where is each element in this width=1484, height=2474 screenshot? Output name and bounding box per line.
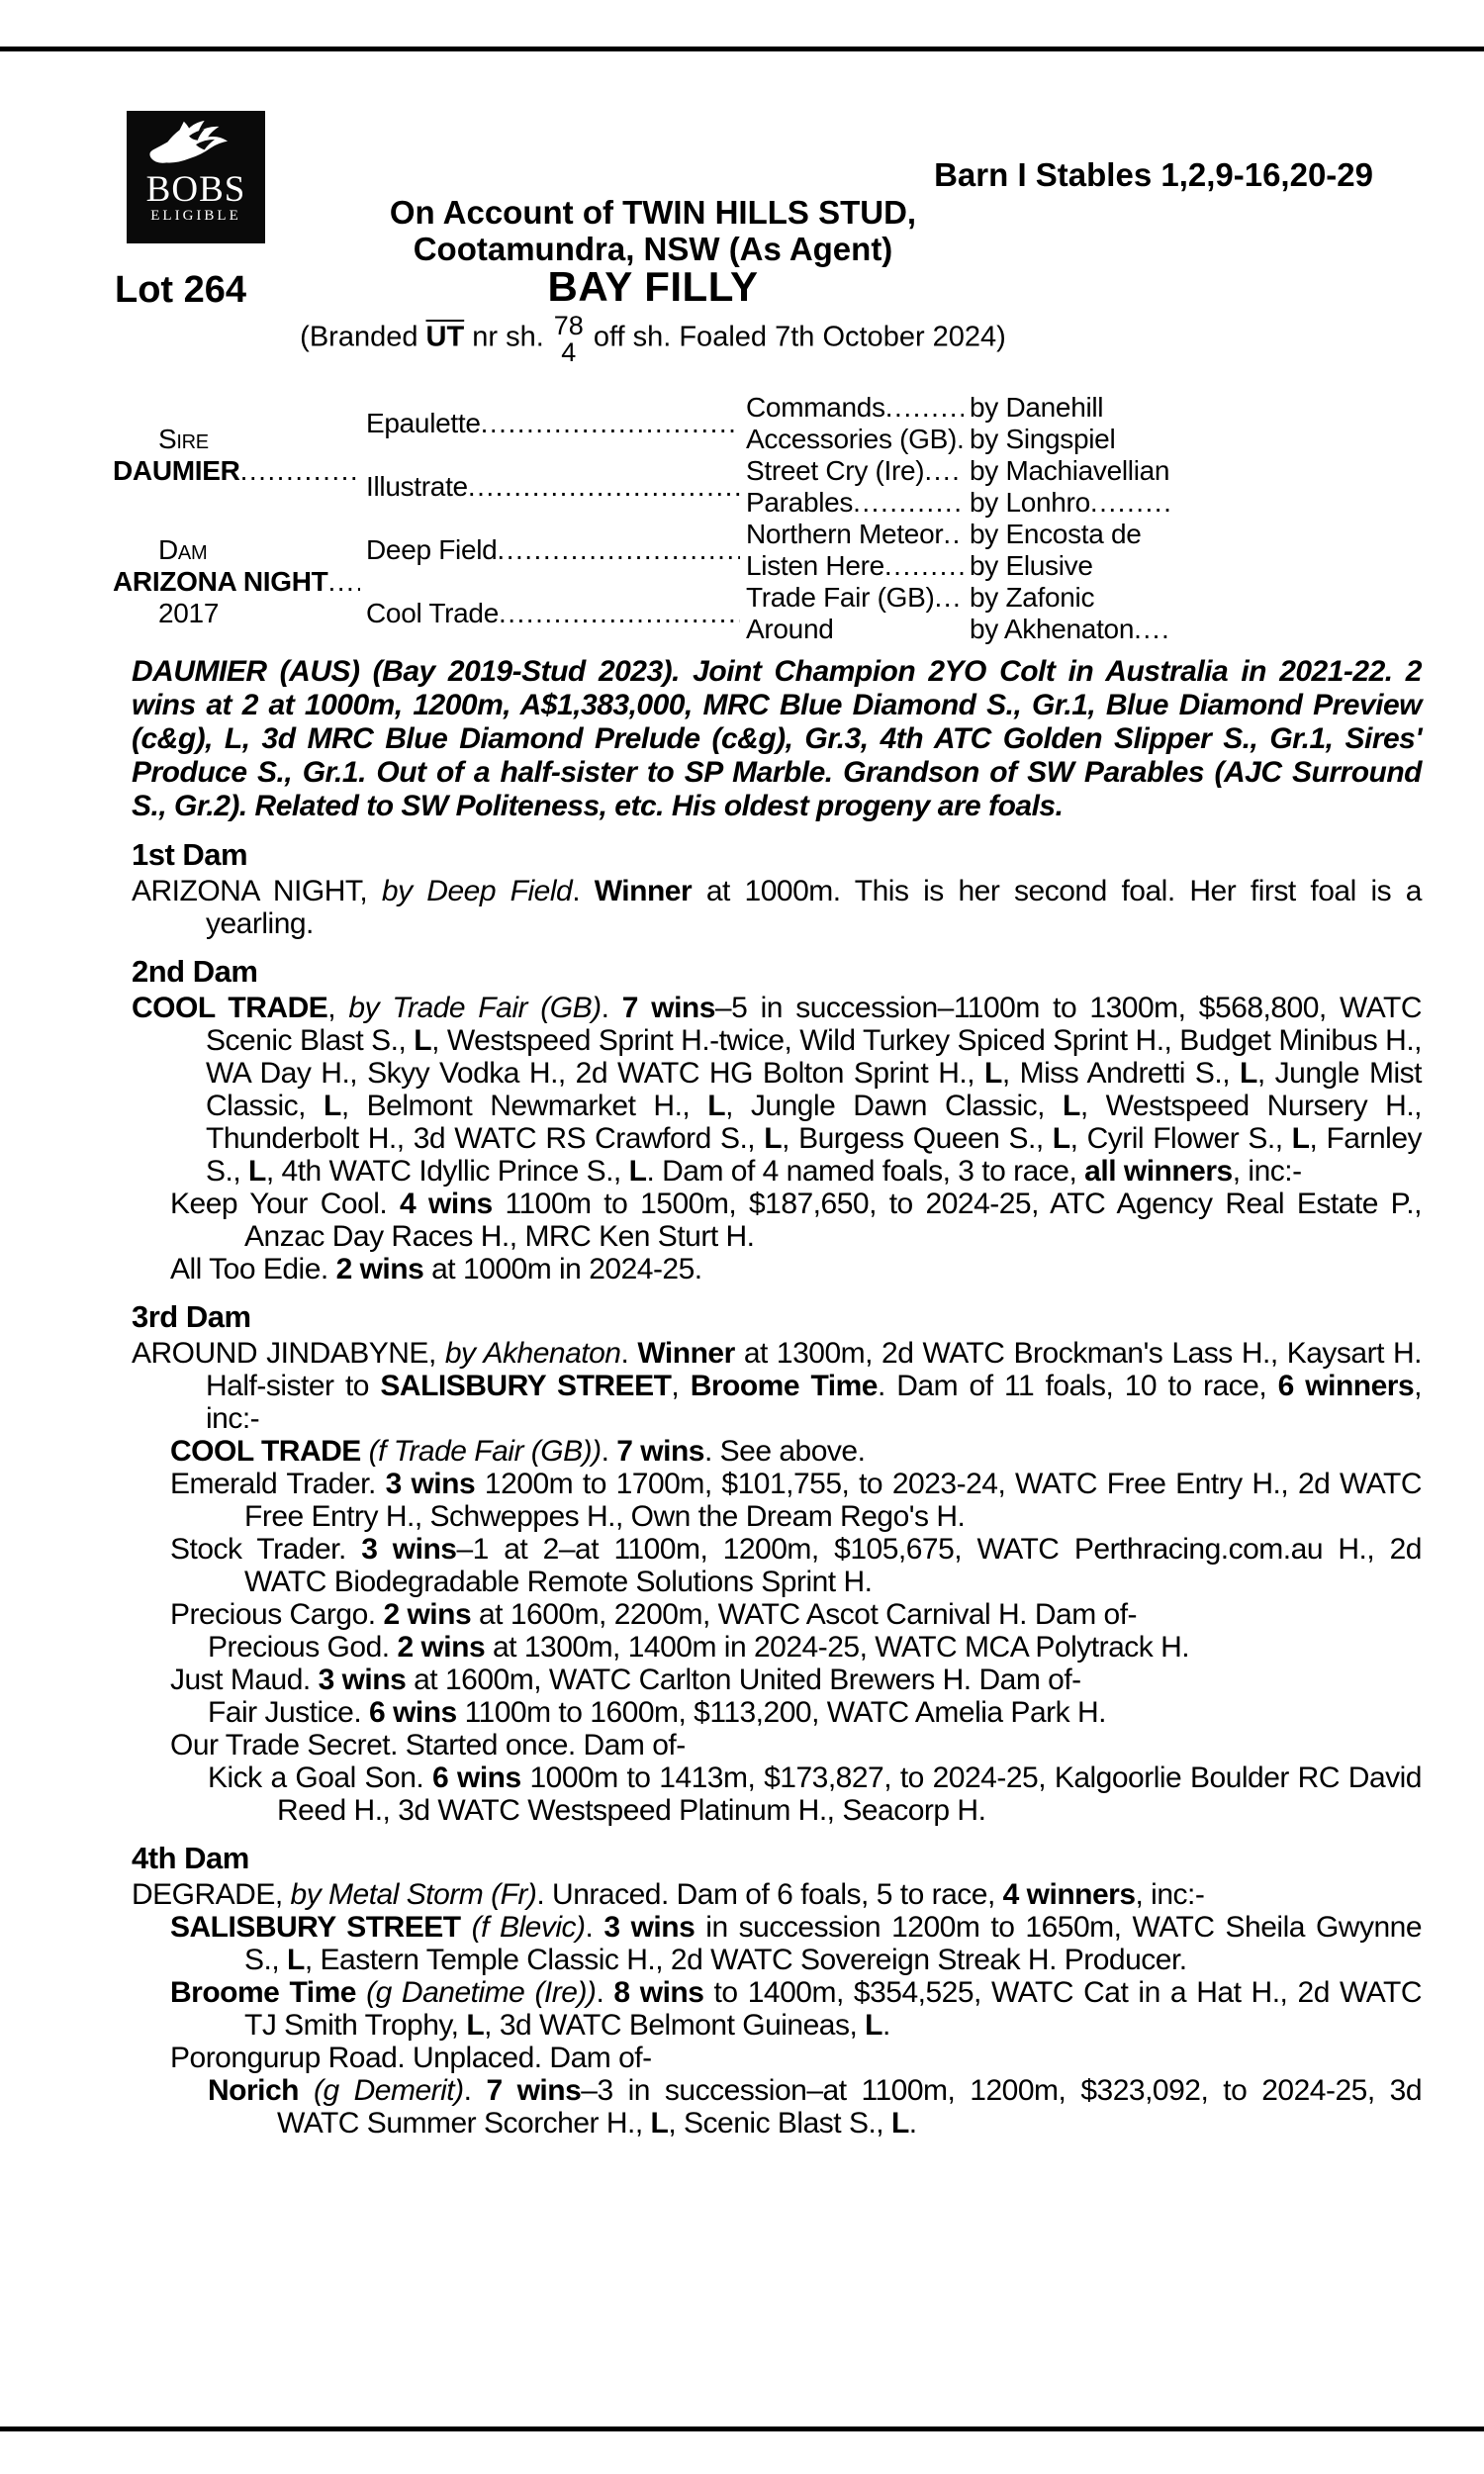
gen3-sire-cell (970, 519, 1176, 550)
gen3-name: Listen Here (746, 550, 884, 581)
dot-leader (935, 582, 965, 614)
dot-leader (885, 392, 964, 424)
heading-2nd-dam: 2nd Dam (132, 954, 258, 989)
account-line-1: On Account of TWIN HILLS STUD, (389, 194, 917, 231)
gen3-name-cell (746, 550, 970, 582)
gen2-entry (366, 519, 746, 582)
gen3-sire: by Singspiel (970, 424, 1116, 454)
dam-year: 2017 (158, 598, 220, 628)
gen3-sire-cell (970, 424, 1176, 455)
logo-text-bobs: BOBS (145, 169, 246, 210)
branded-mid: nr sh. (464, 321, 544, 353)
brand-number-top: 78 (553, 311, 584, 340)
gen3-sire: by Encosta de (970, 519, 1142, 549)
cool-trade-see-above-paragraph: COOL TRADE (f Trade Fair (GB)). 7 wins. See above. (170, 1435, 866, 1468)
gen3-name-cell (746, 582, 970, 614)
fair-justice-paragraph: Fair Justice. 6 wins 1100m to 1600m, $113,200, WATC Amelia Park H. (208, 1696, 1106, 1729)
bottom-rule (0, 2426, 1484, 2431)
horse-head-icon (144, 119, 247, 172)
logo-text-eligible: ELIGIBLE (150, 208, 241, 224)
sire-name: DAUMIER (113, 455, 240, 486)
gen3-name: Parables (746, 487, 854, 518)
gen3-sire: by Machiavellian (970, 455, 1170, 486)
arizona-night-paragraph: ARIZONA NIGHT, by Deep Field. Winner at 1000m. This is her second foal. Her first foal is a yearling. (132, 875, 1422, 940)
dam-label: Dam (158, 534, 208, 565)
dot-leader (1134, 614, 1170, 645)
porongurup-road-paragraph: Porongurup Road. Unplaced. Dam of- (170, 2042, 652, 2074)
gen3-name-cell (746, 487, 970, 519)
dot-leader (957, 424, 964, 455)
sire-description: DAUMIER (AUS) (Bay 2019-Stud 2023). Joint Champion 2YO Colt in Australia in 2021-22. 2 wins at 2 at 1000m, 1200m, A$1,383,000, MRC Blue Diamond S., Gr.1, Blue Diamond Preview (c&g), L, 3d MRC Blue Diamond Prelude (c&g), Gr.3, 4th ATC Golden Slipper S., Gr.1, Sires' Produce S., Gr.1. Out of a half-sister to SP Marble. Grandson of SW Parables (AJC Surround S., Gr.2). Related to SW Politeness, etc. His oldest progeny are foals. (132, 655, 1422, 822)
gen2-entry (366, 392, 746, 455)
gen3-sire-cell (970, 582, 1176, 614)
precious-cargo-paragraph: Precious Cargo. 2 wins at 1600m, 2200m, WATC Ascot Carnival H. Dam of- (170, 1598, 1138, 1631)
gen3-sire: by Danehill (970, 392, 1104, 423)
gen2-name: Cool Trade (366, 598, 499, 628)
our-trade-secret-paragraph: Our Trade Secret. Started once. Dam of- (170, 1729, 686, 1761)
pedigree-table (113, 392, 1176, 645)
account-line-2: Cootamundra, NSW (As Agent) (413, 231, 893, 267)
keep-your-cool-paragraph: Keep Your Cool. 4 wins 1100m to 1500m, $187,650, to 2024-25, ATC Agency Real Estate P., Anzac Day Races H., MRC Ken Sturt H. (170, 1188, 1422, 1253)
gen2-name: Epaulette (366, 408, 481, 438)
branded-line (84, 312, 1222, 365)
gen3-sire: by Lonhro (970, 487, 1090, 518)
gen3-sire-cell (970, 392, 1176, 424)
sire-cell (113, 392, 366, 519)
gen3-sire-cell (970, 455, 1176, 487)
dot-leader (240, 455, 360, 487)
dot-leader (481, 408, 740, 439)
barn-stables-line: Barn I Stables 1,2,9-16,20-29 (934, 156, 1373, 193)
stock-trader-paragraph: Stock Trader. 3 wins–1 at 2–at 1100m, 1200m, $105,675, WATC Perthracing.com.au H., 2d WATC Biodegradable Remote Solutions Sprint H. (170, 1533, 1422, 1598)
gen3-name-cell (746, 519, 970, 550)
heading-3rd-dam: 3rd Dam (132, 1299, 251, 1334)
gen3-sire-cell (970, 487, 1176, 519)
just-maud-paragraph: Just Maud. 3 wins at 1600m, WATC Carlton United Brewers H. Dam of- (170, 1664, 1081, 1696)
gen3-name: Street Cry (Ire) (746, 455, 925, 486)
lot-number: Lot 264 (115, 269, 247, 311)
gen2-name: Deep Field (366, 534, 498, 565)
all-too-edie-paragraph: All Too Edie. 2 wins at 1000m in 2024-25. (170, 1253, 702, 1285)
kick-a-goal-son-paragraph: Kick a Goal Son. 6 wins 1000m to 1413m, $173,827, to 2024-25, Kalgoorlie Boulder RC David Reed H., 3d WATC Westspeed Platinum H., Seacorp H. (208, 1761, 1422, 1827)
gen3-name-cell (746, 455, 970, 487)
gen3-sire: by Zafonic (970, 582, 1095, 613)
gen3-name-cell (746, 392, 970, 424)
gen3-name-cell (746, 424, 970, 455)
around-jindabyne-paragraph: AROUND JINDABYNE, by Akhenaton. Winner at 1300m, 2d WATC Brockman's Lass H., Kaysart H. Half-sister to SALISBURY STREET, Broome Time. Dam of 11 foals, 10 to race, 6 winners, inc:- (132, 1337, 1422, 1435)
gen3-name: Around (746, 614, 834, 644)
dot-leader (924, 455, 964, 487)
gen3-name: Trade Fair (GB) (746, 582, 935, 613)
norich-paragraph: Norich (g Demerit). 7 wins–3 in succession–at 1100m, 1200m, $323,092, to 2024-25, 3d WATC Summer Scorcher H., L, Scenic Blast S., L. (208, 2074, 1423, 2140)
salisbury-street-paragraph: SALISBURY STREET (f Blevic). 3 wins in succession 1200m to 1650m, WATC Sheila Gwynne S., L, Eastern Temple Classic H., 2d WATC Sovereign Streak H. Producer. (170, 1911, 1422, 1976)
dot-leader (328, 566, 361, 598)
branded-prefix: (Branded (300, 321, 426, 353)
brand-number-fraction (554, 313, 584, 366)
dot-leader (884, 550, 964, 582)
gen3-name: Accessories (GB) (746, 424, 958, 454)
gen3-sire: by Elusive (970, 550, 1093, 581)
dot-leader (468, 471, 740, 503)
cool-trade-paragraph: COOL TRADE, by Trade Fair (GB). 7 wins–5 in succession–1100m to 1300m, $568,800, WATC Scenic Blast S., L, Westspeed Sprint H.-twice, Wild Turkey Spiced Sprint H., Budget Minibus H., WA Day H., Skyy Vodka H., 2d WATC HG Bolton Sprint H., L, Miss Andretti S., L, Jungle Mist Classic, L, Belmont Newmarket H., L, Jungle Dawn Classic, L, Westspeed Nursery H., Thunderbolt H., 3d WATC RS Crawford S., L, Burgess Queen S., L, Cyril Flower S., L, Farnley S., L, 4th WATC Idyllic Prince S., L. Dam of 4 named foals, 3 to race, all winners, inc:- (132, 992, 1423, 1188)
gen3-sire-cell (970, 614, 1176, 645)
heading-4th-dam: 4th Dam (132, 1841, 249, 1875)
degrade-paragraph: DEGRADE, by Metal Storm (Fr). Unraced. Dam of 6 foals, 5 to race, 4 winners, inc:- (132, 1878, 1205, 1911)
emerald-trader-paragraph: Emerald Trader. 3 wins 1200m to 1700m, $101,755, to 2023-24, WATC Free Entry H., 2d WATC Free Entry H., Schweppes H., Own the Dream Rego's H. (170, 1468, 1423, 1533)
branded-suffix: off sh. Foaled 7th October 2024) (593, 321, 1006, 353)
dot-leader (497, 534, 740, 566)
gen3-name: Commands (746, 392, 885, 423)
dam-name: ARIZONA NIGHT (113, 566, 328, 597)
dot-leader (943, 519, 964, 550)
pedigree-body (132, 655, 1422, 2140)
vendor-block (84, 194, 1222, 267)
gen2-name: Illustrate (366, 471, 468, 502)
heading-1st-dam: 1st Dam (132, 837, 248, 872)
gen3-name: Northern Meteor (746, 519, 944, 549)
gen3-sire: by Akhenaton (970, 614, 1135, 644)
dot-leader (853, 487, 964, 519)
dot-leader (1169, 455, 1170, 487)
dot-leader (499, 598, 740, 629)
brand-number-bottom: 4 (561, 337, 577, 367)
precious-god-paragraph: Precious God. 2 wins at 1300m, 1400m in 2024-25, WATC MCA Polytrack H. (208, 1631, 1190, 1664)
brand-mark: $\overline{UT}$ (425, 321, 465, 353)
broome-time-paragraph: Broome Time (g Danetime (Ire)). 8 wins to 1400m, $354,525, WATC Cat in a Hat H., 2d WATC TJ Smith Trophy, L, 3d WATC Belmont Guineas, L. (170, 1976, 1423, 2042)
top-rule (0, 47, 1484, 51)
gen3-name-cell (746, 614, 970, 645)
gen2-entry (366, 582, 746, 645)
horse-title: BAY FILLY (547, 263, 759, 310)
dot-leader (1090, 487, 1170, 519)
gen3-sire-cell (970, 550, 1176, 582)
dam-cell (113, 519, 366, 645)
gen2-entry (366, 455, 746, 519)
sire-label: Sire (158, 424, 209, 454)
